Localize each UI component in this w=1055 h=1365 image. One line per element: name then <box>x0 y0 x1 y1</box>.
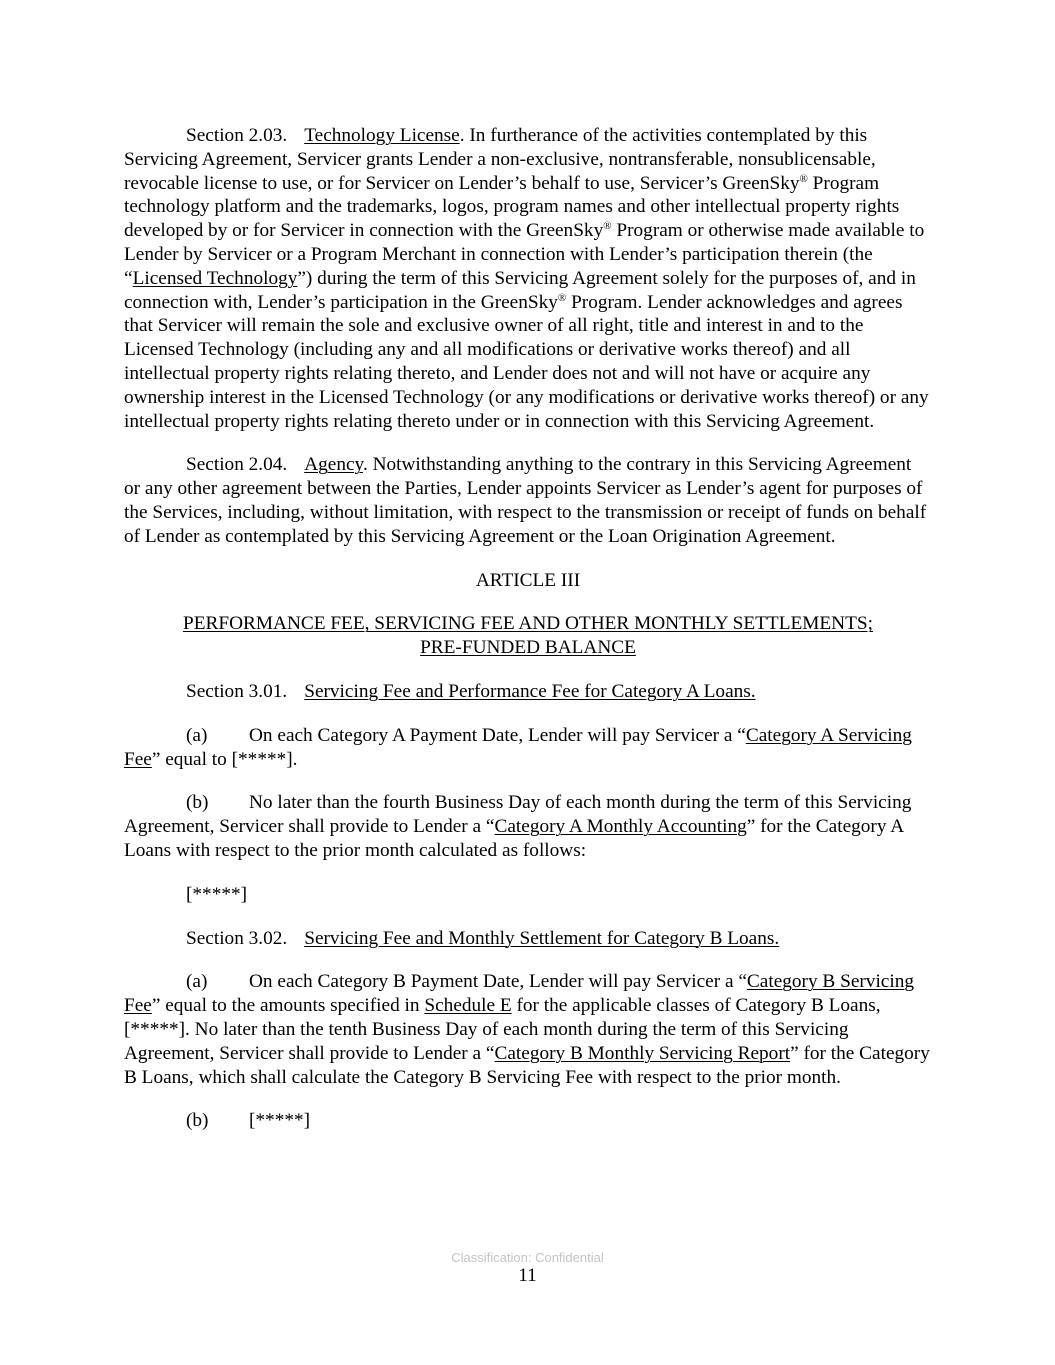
schedule-reference: Schedule E <box>424 995 512 1017</box>
classification-label: Classification: Confidential <box>451 1250 604 1265</box>
defined-term: Category A Monthly Accounting <box>494 816 747 838</box>
section-2-03-paragraph: Section 2.03. Technology License. In furtherance of the activities contemplated by this Servicing Agreement, Servicer grants Lender a non-exclusive, nontransferable, nonsublicensable, revocable license to use, or for Servicer on Lender’s behalf to use, Servicer’s GreenSky® Program technology platform and the trademarks, logos, program names and other intellectual property rights developed by or for Servicer in connection with the GreenSky® Program or otherwise made available to Lender by Servicer or a Program Merchant in connection with Lender’s participation therein (the “Licensed Technology”) during the term of this Servicing Agreement solely for the purposes of, and in connection with, Lender’s participation in the GreenSky® Program. Lender acknowledges and agrees that Servicer will remain the sole and exclusive owner of all right, title and interest in and to the Licensed Technology (including any and all modifications or derivative works thereof) and all intellectual property rights relating thereto, and Lender does not and will not have or acquire any ownership interest in the Licensed Technology (or any modifications or derivative works thereof) or any intellectual property rights relating thereto under or in connection with this Servicing Agreement. <box>124 125 929 432</box>
clause-label: (a) <box>186 724 208 746</box>
section-number: Section 2.04. <box>186 454 288 476</box>
section-number: Section 3.01. <box>186 680 288 702</box>
section-3-01-a: (a) On each Category A Payment Date, Lender will pay Servicer a “Category A Servicing Fee” equal to [*****]. <box>124 724 912 770</box>
section-heading: Servicing Fee and Performance Fee for Category A Loans. <box>304 680 756 702</box>
redacted-text: [*****] <box>249 1110 311 1132</box>
registered-mark: ® <box>557 291 567 304</box>
defined-term: Category B Servicing Fee <box>124 971 914 1017</box>
defined-term: Licensed Technology <box>132 267 298 289</box>
clause-label: (a) <box>186 971 208 993</box>
section-number: Section 2.03. <box>186 125 288 146</box>
page-number: 11 <box>518 1265 537 1286</box>
section-heading: Technology License <box>304 125 460 146</box>
registered-mark: ® <box>603 220 612 233</box>
document-page <box>124 124 932 1153</box>
section-number: Section 3.02. <box>186 927 288 949</box>
clause-label: (b) <box>186 1110 209 1132</box>
clause-label: (b) <box>186 792 209 814</box>
section-2-04-paragraph: Section 2.04. Agency. Notwithstanding anything to the contrary in this Servicing Agreement or any other agreement between the Parties, Lender appoints Servicer as Lender’s agent for purposes of the Services, including, without limitation, with respect to the transmission or receipt of funds on behalf of Lender as contemplated by this Servicing Agreement or the Loan Origination Agreement. <box>124 454 927 547</box>
article-title: ARTICLE III <box>475 569 581 591</box>
defined-term: Category B Monthly Servicing Report <box>494 1042 791 1064</box>
redacted-text: [*****] <box>186 883 248 905</box>
section-heading: Agency <box>304 454 363 476</box>
section-3-02-a: (a) On each Category B Payment Date, Lender will pay Servicer a “Category B Servicing Fee” equal to the amounts specified in Schedule E for the applicable classes of Category B Loans, [*****]. No later than the tenth Business Day of each month during the term of this Servicing Agreement, Servicer shall provide to Lender a “Category B Monthly Servicing Report” for the Category B Loans, which shall calculate the Category B Servicing Fee with respect to the prior month. <box>124 971 930 1088</box>
section-3-01-heading <box>124 680 932 704</box>
registered-mark: ® <box>799 172 808 185</box>
section-3-02-heading <box>124 927 932 951</box>
section-heading: Servicing Fee and Monthly Settlement for Category B Loans. <box>304 927 780 949</box>
defined-term: Category A Servicing Fee <box>124 724 912 770</box>
article-heading: PERFORMANCE FEE, SERVICING FEE AND OTHER MONTHLY SETTLEMENTS; PRE-FUNDED BALANCE <box>183 613 873 659</box>
section-3-02-b <box>124 1109 932 1133</box>
section-3-01-b: (b) No later than the fourth Business Day of each month during the term of this Servicing Agreement, Servicer shall provide to Lender a “Category A Monthly Accounting” for the Category A Loans with respect to the prior month calculated as follows: <box>124 792 912 861</box>
